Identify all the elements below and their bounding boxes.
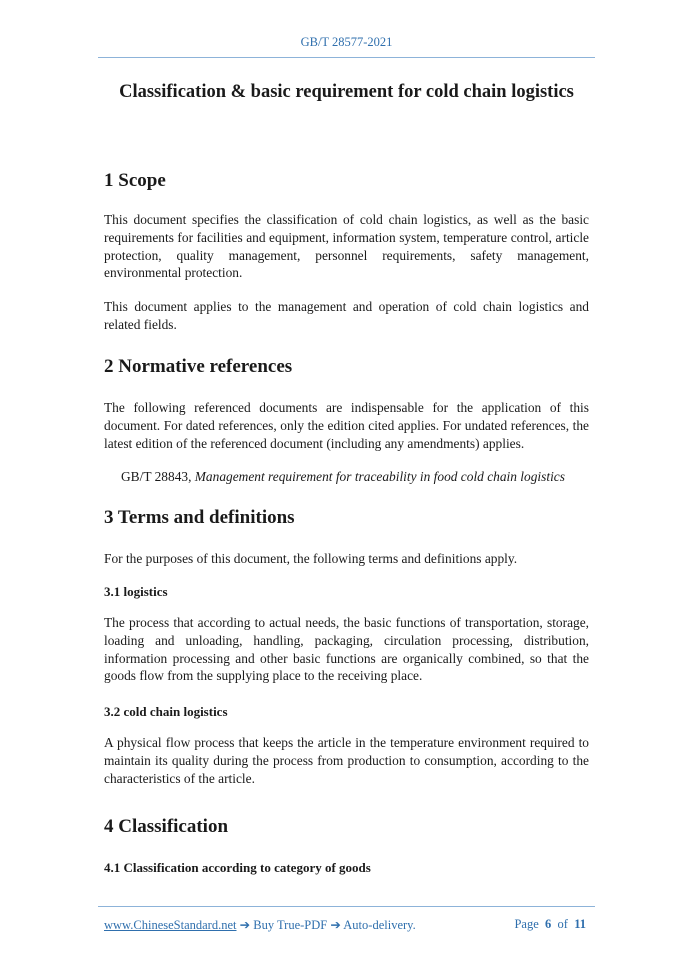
normative-reference-item (121, 468, 565, 486)
term-heading-logistics: 3.1 logistics (104, 584, 168, 599)
section-heading-classification: 4 Classification (104, 816, 229, 837)
document-title: Classification & basic requirement for cold chain logistics (119, 82, 574, 102)
reference-title: Management requirement for traceability in food cold chain logistics (194, 469, 565, 484)
term-heading-cold-chain-logistics: 3.2 cold chain logistics (104, 704, 228, 719)
current-page: 6 (545, 917, 552, 931)
section-heading-scope: 1 Scope (104, 170, 166, 191)
total-pages: 11 (574, 917, 586, 931)
normative-paragraph: The following referenced documents are indispensable for the application of this document. For dated references, only the edition cited applies. For undated references, the latest edition of the referenced document (including any amendments) applies. (104, 400, 589, 451)
reference-code: GB/T 28843, (121, 469, 195, 484)
standard-code: GB/T 28577-2021 (300, 35, 393, 49)
subsection-heading-category-of-goods: 4.1 Classification according to category of goods (104, 860, 371, 875)
arrow-icon: ➔ (236, 918, 254, 932)
page-label: Page (514, 917, 539, 931)
scope-paragraph-1: This document specifies the classification of cold chain logistics, as well as the basic requirements for facilities and equipment, information system, temperature control, article protection, quality management, personnel requirements, safety management, environmental protection. (104, 212, 589, 281)
scope-paragraph-2: This document applies to the management and operation of cold chain logistics and related fields. (104, 299, 589, 332)
terms-intro: For the purposes of this document, the following terms and definitions apply. (104, 551, 518, 566)
arrow-icon: ➔ (327, 918, 344, 932)
buy-pdf-link[interactable]: Buy True-PDF (253, 918, 328, 932)
page-indicator (514, 917, 586, 932)
header-divider (98, 57, 595, 58)
of-label: of (557, 917, 568, 931)
section-heading-normative-references: 2 Normative references (104, 356, 293, 377)
term-definition-cold-chain-logistics: A physical flow process that keeps the article in the temperature environment required to maintain its quality during the process from production to consumption, according to the characteristics of the article. (104, 735, 589, 786)
section-heading-terms: 3 Terms and definitions (104, 507, 295, 528)
site-link[interactable]: www.ChineseStandard.net (104, 918, 237, 932)
term-definition-logistics: The process that according to actual needs, the basic functions of transportation, storage, loading and unloading, handling, packaging, circulation processing, distribution, information processing and other basic functions are organically combined, so that the goods flow from the supplying place to the receiving place. (104, 615, 589, 684)
footer-links (104, 917, 416, 933)
auto-delivery-text: Auto-delivery. (343, 918, 416, 932)
footer-divider (98, 906, 595, 907)
